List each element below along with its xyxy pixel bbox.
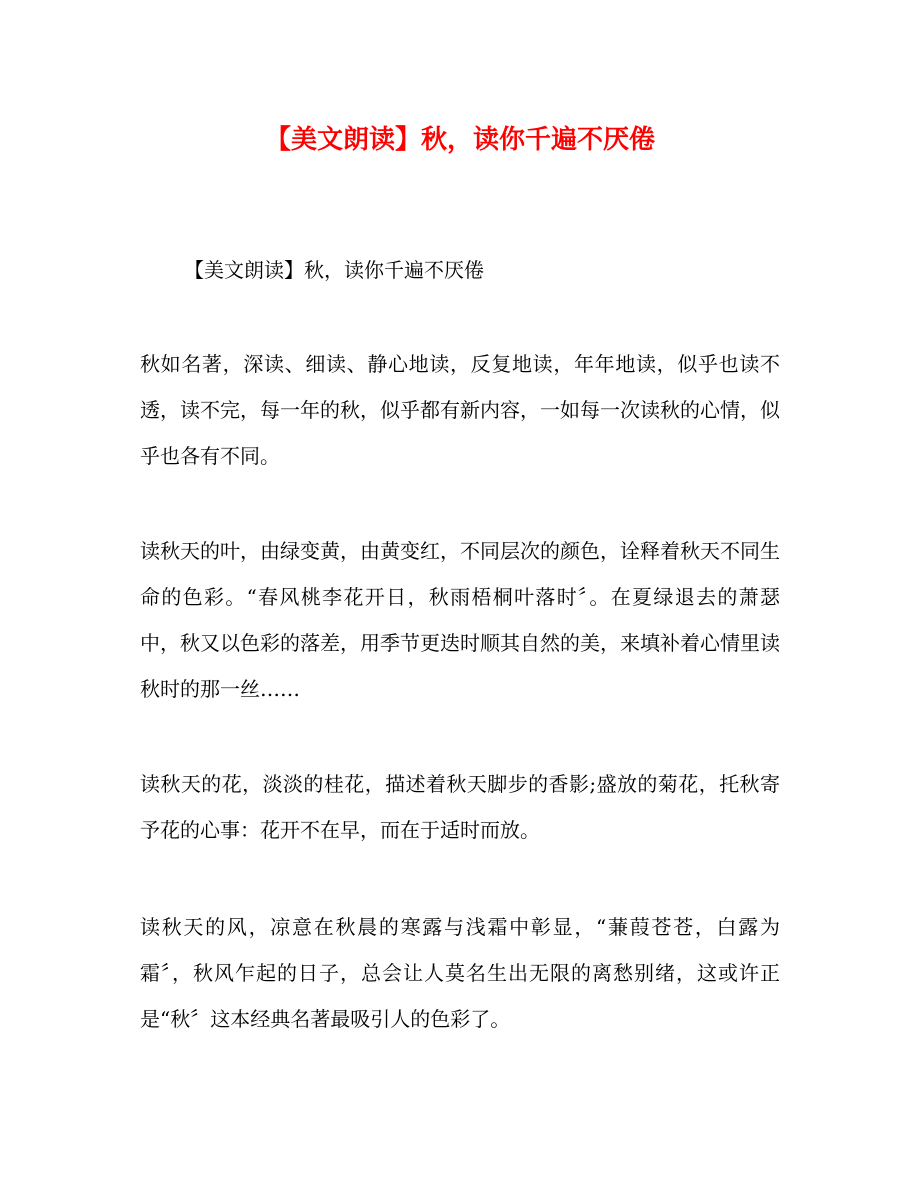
paragraph-4: 读秋天的风，凉意在秋晨的寒露与浅霜中彰显，“蒹葭苍苍，白露为霜〞，秋风乍起的日子，总会让人莫名生出无限的离愁别绪，这或许正是“秋〞这本经典名著最吸引人的色彩了。 — [140, 915, 780, 1031]
paragraph-3: 读秋天的花，淡淡的桂花，描述着秋天脚步的香影;盛放的菊花，托秋寄予花的心事：花开不在早，而在于适时而放。 — [140, 772, 780, 842]
paragraph-1: 秋如名著，深读、细读、静心地读，反复地读，年年地读，似乎也读不透，读不完，每一年的秋，似乎都有新内容，一如每一次读秋的心情，似乎也各有不同。 — [140, 352, 780, 468]
page-title: 【美文朗读】秋，读你千遍不厌倦 — [264, 125, 655, 155]
article-subtitle: 【美文朗读】秋，读你千遍不厌倦 — [184, 258, 484, 282]
paragraph-2: 读秋天的叶，由绿变黄，由黄变红，不同层次的颜色，诠释着秋天不同生命的色彩。“春风桃李花开日，秋雨梧桐叶落时〞。在夏绿退去的萧瑟中，秋又以色彩的落差，用季节更迭时顺其自然的美，来填补着心情里读秋时的那一丝…… — [140, 539, 780, 701]
